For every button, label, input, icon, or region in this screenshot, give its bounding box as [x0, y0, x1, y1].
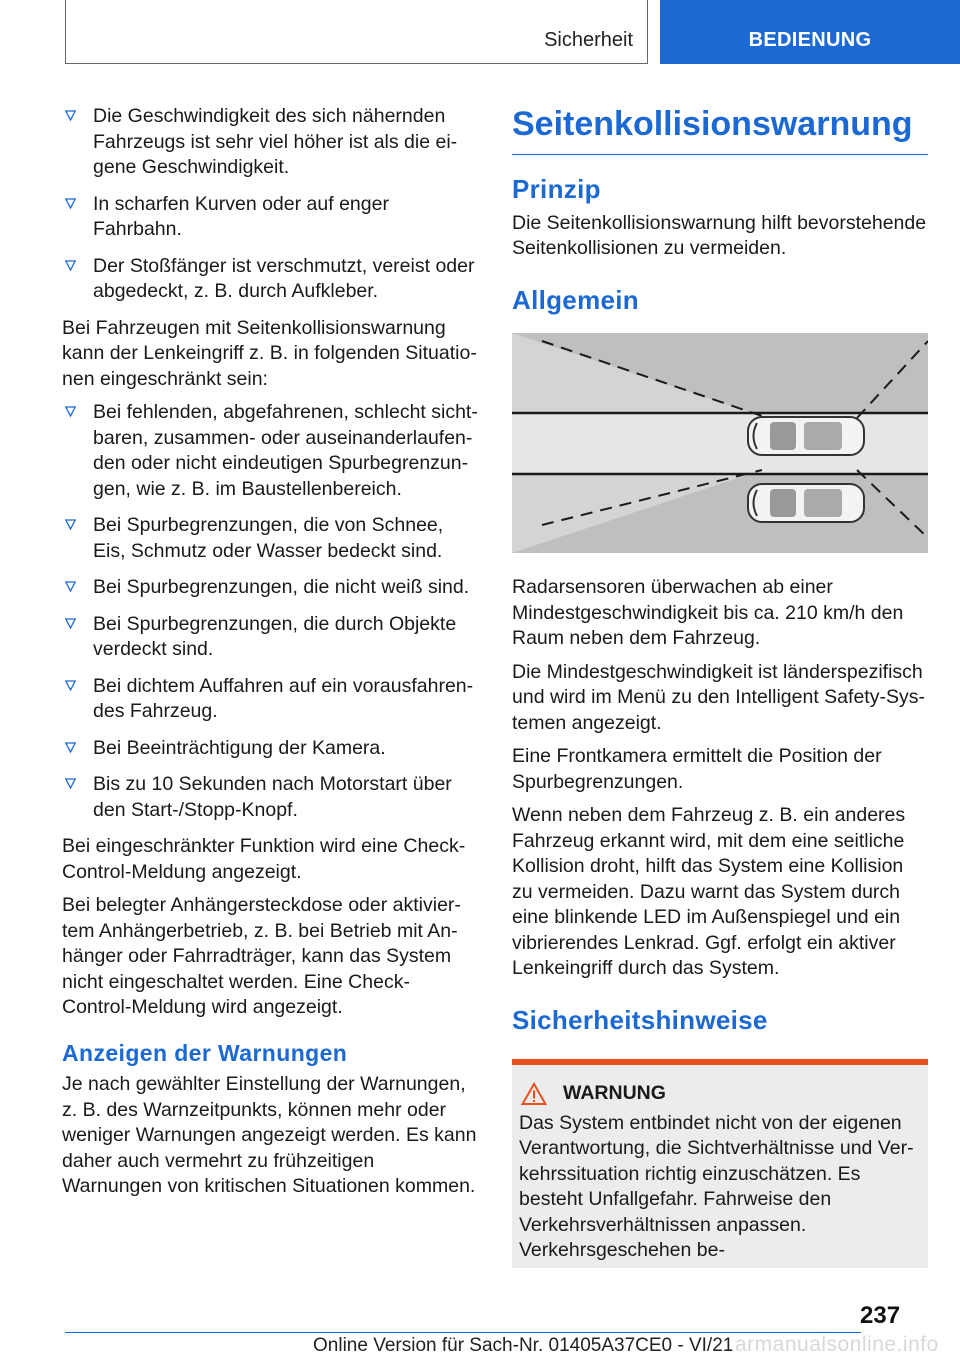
header-chapter-tab[interactable]	[660, 0, 960, 64]
header-section-box	[65, 0, 648, 64]
paragraph-prinzip: Die Seitenkollisionswarnung hilft bevorstehende Seitenkollisionen zu vermeiden.	[512, 211, 927, 259]
heading-allgemein: Allgemein	[512, 284, 639, 315]
bullet-triangle-icon	[65, 110, 76, 121]
bullet-triangle-icon	[65, 680, 76, 691]
car-icon	[748, 417, 864, 455]
list-item-text: In scharfen Kurven oder auf enger Fahrbahn.	[93, 192, 389, 240]
lane-illustration	[512, 333, 928, 553]
list-item	[62, 736, 478, 762]
list-item	[62, 772, 478, 823]
list-item-text: Der Stoßfänger ist verschmutzt, vereist oder abgedeckt, z. B. durch Aufkleber.	[93, 254, 475, 302]
page-title: Seitenkollisionswarnung	[512, 104, 928, 155]
list-item	[62, 513, 478, 564]
warning-header	[519, 1081, 928, 1107]
warning-title: WARNUNG	[563, 1082, 666, 1104]
page-number: 237	[860, 1302, 901, 1329]
list-item-text: Bei Beeinträchtigung der Kamera.	[93, 736, 386, 759]
left-column	[62, 104, 478, 1208]
list-item	[62, 192, 478, 243]
heading-anzeigen: Anzeigen der Warnungen	[62, 1039, 348, 1066]
header-section-title: Sicherheit	[544, 29, 633, 51]
bullet-triangle-icon	[65, 406, 76, 417]
heading-sicherheitshinweise: Sicherheitshinweise	[512, 1004, 768, 1035]
list-item-text: Bis zu 10 Sekunden nach Motorstart über den Start-/Stopp-Knopf.	[93, 773, 452, 821]
list-item-text: Die Geschwindigkeit des sich nähernden Fahrzeugs ist sehr viel höher ist als die eigene Geschwindigkeit.	[93, 105, 458, 178]
bullet-triangle-icon	[65, 260, 76, 271]
list-item-text: Bei fehlenden, abgefahrenen, schlecht sichtbaren, zusammen- oder auseinanderlaufenden oder nicht eindeutigen Spurbegrenzungen, wie z. B. im Baustellenbereich.	[93, 401, 478, 500]
paragraph-min-speed: Die Mindestgeschwindigkeit ist länderspezifisch und wird im Menü zu den Intelligent Safety-Systemen angezeigt.	[512, 660, 925, 734]
list-item-text: Bei Spurbegrenzungen, die durch Objekte verdeckt sind.	[93, 612, 457, 660]
bullet-triangle-icon	[65, 778, 76, 789]
paragraph-camera: Eine Frontkamera ermittelt die Position der Spurbegrenzungen.	[512, 745, 882, 793]
list-item	[62, 674, 478, 725]
bullet-triangle-icon	[65, 581, 76, 592]
car-icon	[748, 484, 864, 522]
list-item	[62, 104, 478, 181]
paragraph-radar: Radarsensoren überwachen ab einer Mindestgeschwindigkeit bis ca. 210 km/h den Raum neben dem Fahrzeug.	[512, 576, 904, 649]
list-item	[62, 612, 478, 663]
bullet-triangle-icon	[65, 742, 76, 753]
bullet-triangle-icon	[65, 198, 76, 209]
paragraph-check-control: Bei eingeschränkter Funktion wird eine Check-Control-Meldung angezeigt.	[62, 835, 466, 883]
list-item-text: Bei Spurbegrenzungen, die nicht weiß sind.	[93, 576, 470, 598]
list-item	[62, 575, 478, 601]
paragraph-trailer: Bei belegter Anhängersteckdose oder aktiviertem Anhängerbetrieb, z. B. bei Betrieb mit Anhänger oder Fahrradträger, kann das System nicht eingeschaltet werden. Eine Check-Control-Meldung wird angezeigt.	[62, 894, 461, 1018]
right-column	[512, 104, 928, 1268]
warning-text: Das System entbindet nicht von der eigenen Verantwortung, die Sichtverhältnisse und Verkehrssituation richtig einzuschätzen. Es besteht Unfallgefahr. Fahrweise den Verkehrsverhältnissen anpassen. Verkehrsgeschehen be-	[519, 1111, 914, 1261]
list-item-text: Bei Spurbegrenzungen, die von Schnee, Eis, Schmutz oder Wasser bedeckt sind.	[93, 514, 444, 562]
warning-box	[512, 1059, 928, 1268]
list-item	[62, 400, 478, 502]
watermark: armanualsonline.info	[735, 1333, 939, 1356]
paragraph-collision: Wenn neben dem Fahrzeug z. B. ein anderes Fahrzeug erkannt wird, mit dem eine seitliche Kollision droht, hilft das System eine Kollision zu vermeiden. Dazu warnt das System durch eine blinkende LED im Außenspiegel und ein vibrierendes Lenkrad. Ggf. erfolgt ein aktiver Lenkeingriff durch das System.	[512, 804, 906, 979]
intro-paragraph: Bei Fahrzeugen mit Seitenkollisionswarnung kann der Lenkeingriff z. B. in folgenden Situationen eingeschränkt sein:	[62, 316, 477, 390]
bullet-triangle-icon	[65, 618, 76, 629]
bullet-triangle-icon	[65, 519, 76, 530]
header-chapter-label: BEDIENUNG	[748, 29, 872, 51]
list-item	[62, 254, 478, 305]
list-item-text: Bei dichtem Auffahren auf ein vorausfahrendes Fahrzeug.	[93, 674, 474, 722]
footer-version: Online Version für Sach-Nr. 01405A37CE0 - VI/21	[313, 1335, 734, 1356]
heading-prinzip: Prinzip	[512, 174, 601, 204]
warning-triangle-icon	[521, 1082, 547, 1106]
paragraph-warnings: Je nach gewählter Einstellung der Warnungen, z. B. des Warnzeitpunkts, können mehr oder weniger Warnungen angezeigt werden. Es kann daher auch vermehrt zu frühzeitigen Warnungen von kritischen Situationen kommen.	[62, 1073, 477, 1197]
